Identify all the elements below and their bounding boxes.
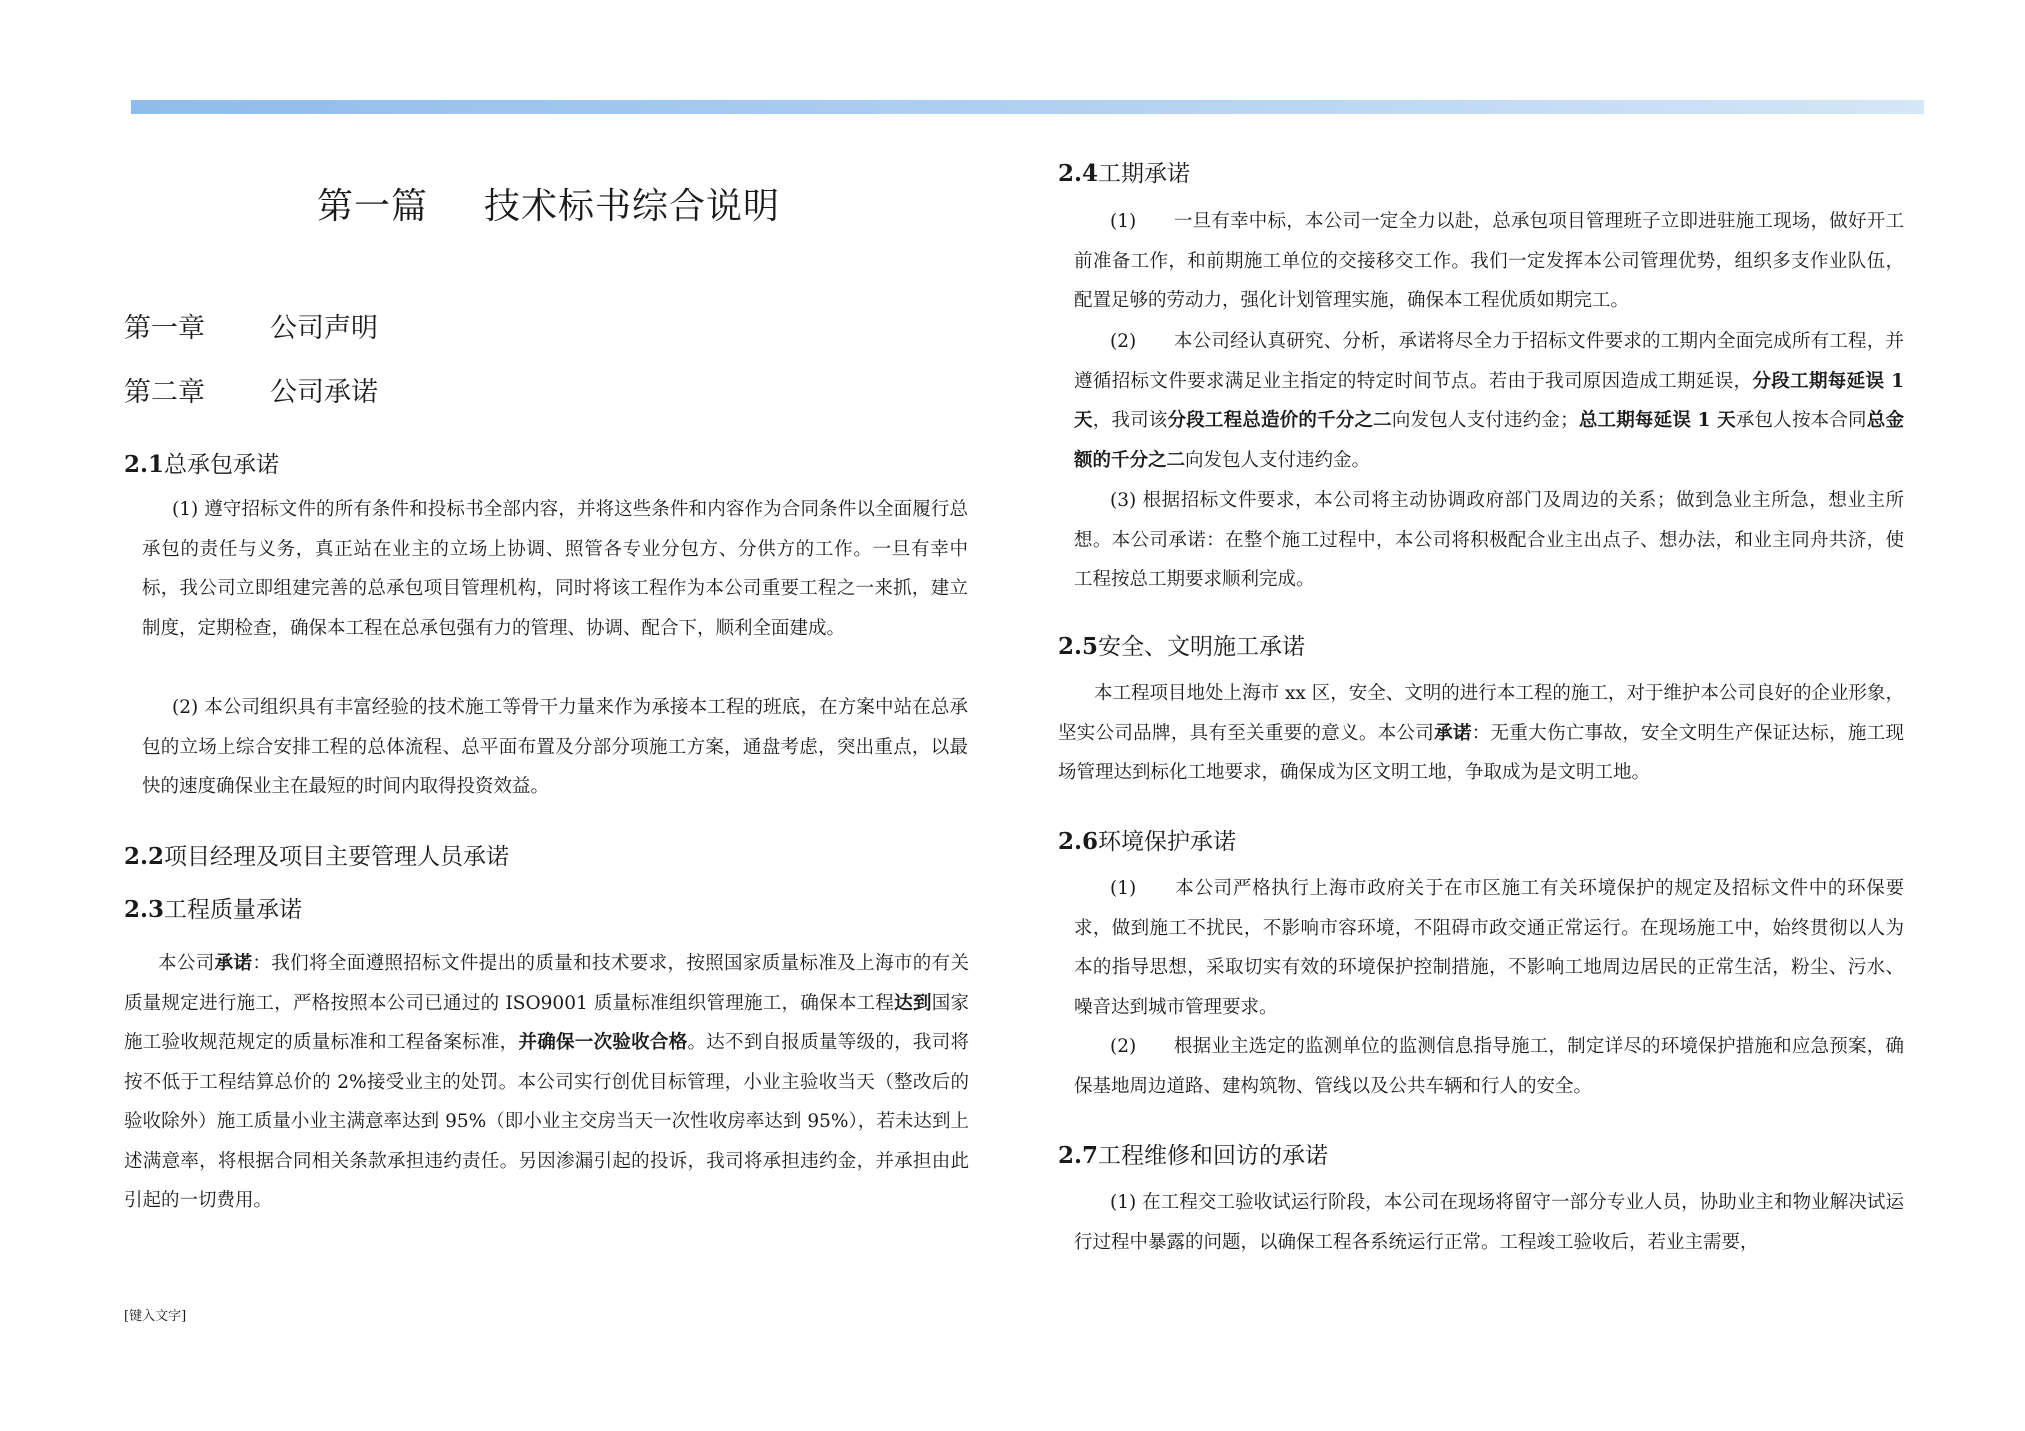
- text-run: ：我们将全面遵照招标文件提出的质量和技术要求，按照国家质量标准及上海市的有关质量规定进行施工，严格按照本公司已通过的 ISO9001 质量标准组织管理施工，确保本工程: [124, 953, 969, 1014]
- section-2-4-paragraph-3: (3) 根据招标文件要求，本公司将主动协调政府部门及周边的关系；做到急业主所急，想业主所想。本公司承诺：在整个施工过程中，本公司将积极配合业主出点子、想办法，和业主同舟共济，使工程按总工期要求顺利完成。: [1074, 490, 1904, 590]
- section-2-4-paragraph-1: (1) 一旦有幸中标，本公司一定全力以赴，总承包项目管理班子立即进驻施工现场，做好开工前准备工作，和前期施工单位的交接移交工作。我们一定发挥本公司管理优势，组织多支作业队伍，配置足够的劳动力，强化计划管理实施，确保本工程优质如期完工。: [1074, 211, 1904, 311]
- bold-run: 分段工期每延误 1 天: [1074, 370, 1904, 431]
- text-run: 向发包人支付违约金；: [1391, 410, 1579, 431]
- chapter-number: 第二章: [124, 377, 205, 408]
- section-2-7-heading: [1058, 1137, 1328, 1170]
- text-run: 国家施工验收规范规定的质量标准和工程备案标准，: [124, 992, 969, 1053]
- section-number: 2.7: [1058, 1142, 1099, 1169]
- section-2-6-heading: [1058, 823, 1236, 856]
- text-run: ，我司该: [1092, 410, 1168, 431]
- bold-run: 分段工程总造价的千分之二: [1167, 410, 1392, 431]
- section-title: 工程维修和回访的承诺: [1098, 1143, 1329, 1169]
- section-title: 工程质量承诺: [164, 897, 303, 923]
- bold-run: 达到: [894, 992, 932, 1014]
- chapter-2-heading: [124, 370, 378, 409]
- section-2-2-heading: [124, 838, 509, 871]
- section-title: 环境保护承诺: [1098, 829, 1237, 855]
- text-run: 向发包人支付违约金。: [1185, 449, 1371, 471]
- section-2-5-paragraph: [1058, 674, 1904, 793]
- section-2-4-paragraph-2: [1074, 322, 1904, 480]
- section-number: 2.6: [1058, 828, 1099, 855]
- section-title: 总承包承诺: [164, 452, 280, 478]
- section-2-3-heading: [124, 891, 302, 924]
- section-2-3-paragraph: [124, 944, 969, 1221]
- chapter-name: 公司承诺: [270, 377, 378, 408]
- text-run: ：无重大伤亡事故，安全文明生产保证达标，施工现场管理达到标化工地要求，确保成为区文明工地，争取成为是文明工地。: [1058, 722, 1904, 783]
- title-part: 第一篇: [317, 186, 429, 227]
- title-name: 技术标书综合说明: [484, 186, 781, 227]
- bold-run: 总金额的千分之二: [1074, 410, 1904, 471]
- chapter-1-heading: [124, 306, 378, 345]
- section-number: 2.5: [1058, 633, 1099, 660]
- document-title: [317, 178, 780, 229]
- header-accent-bar: [131, 100, 1924, 114]
- footer-placeholder[interactable]: [键入文字]: [124, 1309, 187, 1324]
- text-run: (2) 本公司经认真研究、分析，承诺将尽全力于招标文件要求的工期内全面完成所有工程，并遵循招标文件要求满足业主指定的特定时间节点。若由于我司原因造成工期延误，: [1074, 331, 1904, 392]
- chapter-number: 第一章: [124, 313, 205, 344]
- section-2-4-heading: [1058, 155, 1190, 188]
- text-run: 本工程项目地处上海市 xx 区，安全、文明的进行本工程的施工，对于维护本公司良好的企业形象，坚实公司品牌，具有至关重要的意义。本公司: [1058, 683, 1904, 744]
- text-run: 本公司: [158, 953, 215, 974]
- section-2-1-paragraph-1: (1) 遵守招标文件的所有条件和投标书全部内容，并将这些条件和内容作为合同条件以全面履行总承包的责任与义务，真正站在业主的立场上协调、照管各专业分包方、分供方的工作。一旦有幸中标，我公司立即组建完善的总承包项目管理机构，同时将该工程作为本公司重要工程之一来抓，建立制度，定期检查，确保本工程在总承包强有力的管理、协调、配合下，顺利全面建成。: [142, 499, 968, 639]
- section-title: 工期承诺: [1098, 161, 1191, 187]
- section-number: 2.3: [124, 896, 165, 923]
- text-run: 。达不到自报质量等级的，我司将按不低于工程结算总价的 2%接受业主的处罚。本公司实行创优目标管理，小业主验收当天（整改后的验收除外）施工质量小业主满意率达到 95%（即小业主交房当天一次性收房率达到 95%），若未达到上述满意率，将根据合同相关条款承担违约责任。另因渗漏引起的投诉，我司将承担违约金，并承担由此引起的一切费用。: [124, 1032, 969, 1211]
- bold-run: 总工期每延误 1 天: [1578, 410, 1736, 431]
- section-number: 2.2: [124, 843, 165, 870]
- section-2-1-heading: [124, 446, 279, 479]
- section-2-7-paragraph-1: (1) 在工程交工验收试运行阶段，本公司在现场将留守一部分专业人员，协助业主和物业解决试运行过程中暴露的问题，以确保工程各系统运行正常。工程竣工验收后，若业主需要，: [1074, 1192, 1904, 1253]
- bold-run: 承诺: [1434, 722, 1472, 744]
- section-2-6-paragraph-2: (2) 根据业主选定的监测单位的监测信息指导施工，制定详尽的环境保护措施和应急预案，确保基地周边道路、建构筑物、管线以及公共车辆和行人的安全。: [1074, 1036, 1904, 1097]
- section-number: 2.4: [1058, 160, 1099, 187]
- chapter-name: 公司声明: [270, 313, 378, 344]
- section-number: 2.1: [124, 451, 165, 478]
- bold-run: 承诺: [214, 953, 253, 974]
- section-2-1-paragraph-2: (2) 本公司组织具有丰富经验的技术施工等骨干力量来作为承接本工程的班底，在方案中站在总承包的立场上综合安排工程的总体流程、总平面布置及分部分项施工方案，通盘考虑，突出重点，以最快的速度确保业主在最短的时间内取得投资效益。: [142, 697, 968, 797]
- section-2-5-heading: [1058, 628, 1305, 661]
- section-title: 项目经理及项目主要管理人员承诺: [164, 844, 510, 870]
- section-title: 安全、文明施工承诺: [1098, 634, 1306, 660]
- bold-run: 并确保一次验收合格: [518, 1032, 688, 1053]
- text-run: 承包人按本合同: [1735, 410, 1867, 431]
- section-2-6-paragraph-1: (1) 本公司严格执行上海市政府关于在市区施工有关环境保护的规定及招标文件中的环保要求，做到施工不扰民，不影响市容环境，不阻碍市政交通正常运行。在现场施工中，始终贯彻以人为本的指导思想，采取切实有效的环境保护控制措施，不影响工地周边居民的正常生活，粉尘、污水、噪音达到城市管理要求。: [1074, 878, 1904, 1018]
